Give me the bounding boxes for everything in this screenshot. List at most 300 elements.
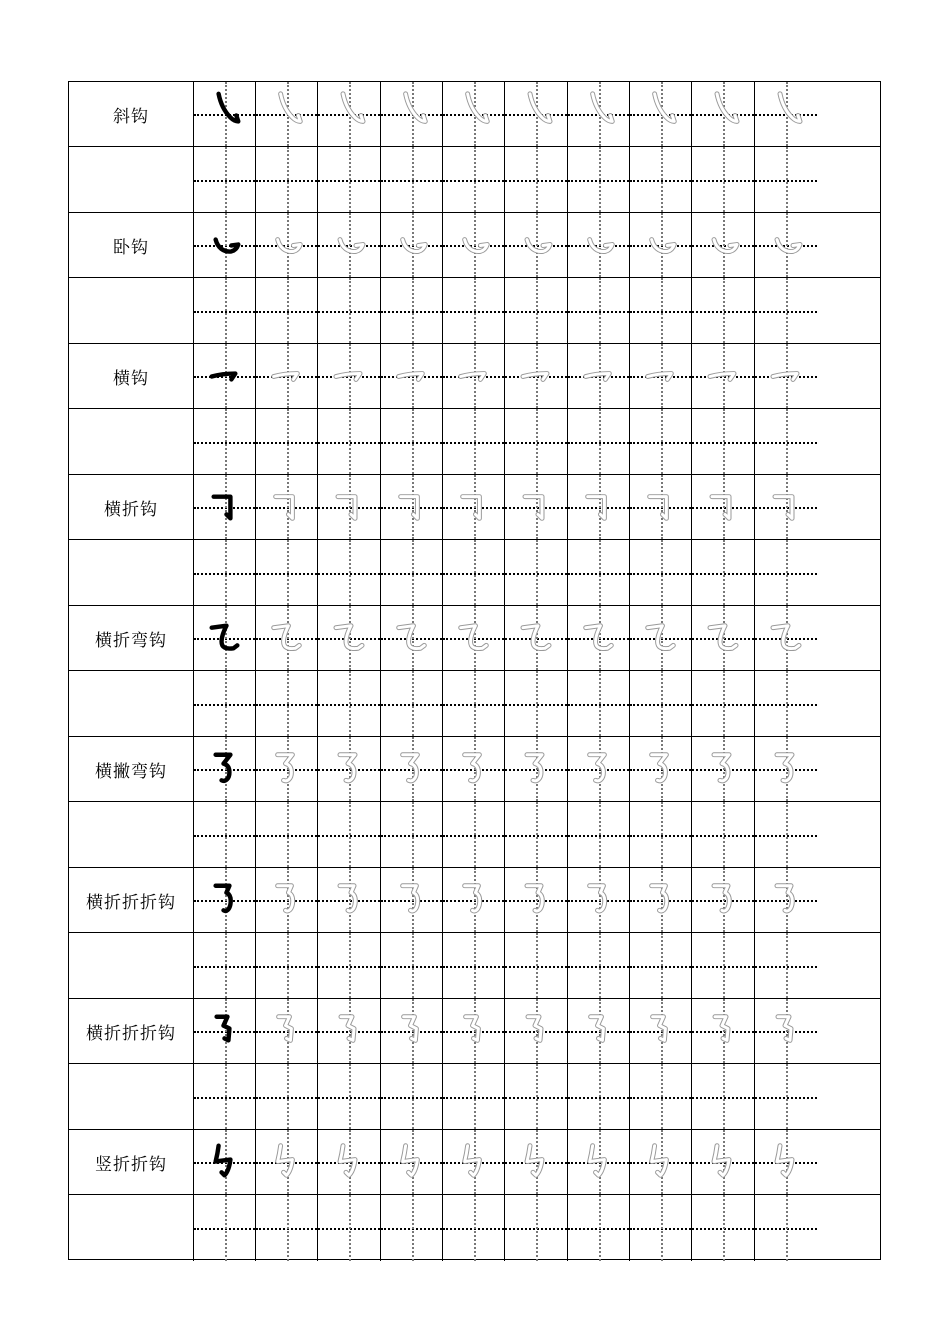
vertical-guide-line [786, 540, 788, 605]
vertical-guide-line [661, 1064, 663, 1129]
vertical-guide-line [349, 1064, 351, 1129]
trace-stroke-glyph [505, 606, 567, 670]
vertical-guide-line [536, 147, 538, 212]
vertical-guide-line [786, 1195, 788, 1261]
trace-stroke-cell [318, 999, 381, 1063]
vertical-guide-line [412, 802, 414, 867]
trace-stroke-cell [256, 606, 318, 670]
vertical-guide-line [287, 278, 289, 343]
trace-stroke-glyph [256, 213, 317, 277]
trace-stroke-cell [318, 737, 381, 801]
blank-practice-cell [505, 278, 568, 343]
vertical-guide-line [412, 671, 414, 736]
vertical-guide-line [723, 540, 725, 605]
vertical-guide-line [287, 933, 289, 998]
vertical-guide-line [536, 671, 538, 736]
trace-stroke-glyph [630, 868, 691, 932]
vertical-guide-line [599, 1064, 601, 1129]
vertical-guide-line [599, 671, 601, 736]
vertical-guide-line [661, 409, 663, 474]
vertical-guide-line [786, 802, 788, 867]
model-stroke-glyph [194, 82, 255, 146]
trace-stroke-glyph [381, 1130, 442, 1194]
trace-stroke-cell [568, 475, 630, 539]
trace-stroke-glyph [443, 737, 504, 801]
blank-practice-cell [256, 540, 318, 605]
vertical-guide-line [349, 802, 351, 867]
vertical-guide-line [723, 409, 725, 474]
trace-stroke-cell [505, 999, 568, 1063]
vertical-guide-line [225, 278, 227, 343]
vertical-guide-line [723, 278, 725, 343]
vertical-guide-line [287, 1064, 289, 1129]
vertical-guide-line [786, 278, 788, 343]
trace-stroke-cell [381, 868, 443, 932]
blank-practice-row [69, 540, 880, 606]
stroke-row [69, 999, 880, 1064]
trace-stroke-cell [755, 475, 817, 539]
blank-practice-cell [318, 147, 381, 212]
blank-practice-row [69, 278, 880, 344]
vertical-guide-line [474, 1195, 476, 1261]
vertical-guide-line [287, 147, 289, 212]
trace-stroke-cell [755, 82, 817, 146]
blank-practice-cell [505, 1195, 568, 1261]
blank-practice-cell [194, 933, 256, 998]
blank-practice-cell [318, 933, 381, 998]
trace-stroke-glyph [692, 999, 754, 1063]
blank-practice-cell [381, 1064, 443, 1129]
trace-stroke-glyph [755, 737, 817, 801]
trace-stroke-cell [505, 1130, 568, 1194]
blank-practice-cell [443, 540, 505, 605]
trace-stroke-glyph [630, 1130, 691, 1194]
model-stroke-cell [194, 213, 256, 277]
trace-stroke-glyph [318, 606, 380, 670]
blank-practice-cell [256, 671, 318, 736]
vertical-guide-line [536, 802, 538, 867]
trace-stroke-glyph [630, 475, 691, 539]
vertical-guide-line [349, 671, 351, 736]
vertical-guide-line [723, 802, 725, 867]
vertical-guide-line [599, 409, 601, 474]
vertical-guide-line [412, 1064, 414, 1129]
blank-practice-cell [318, 540, 381, 605]
trace-stroke-glyph [381, 475, 442, 539]
blank-practice-cell [692, 802, 755, 867]
trace-stroke-cell [692, 999, 755, 1063]
blank-practice-cell [630, 278, 692, 343]
blank-practice-cell [318, 671, 381, 736]
trace-stroke-glyph [256, 344, 317, 408]
trace-stroke-cell [256, 1130, 318, 1194]
stroke-name-label: 卧钩 [69, 213, 194, 277]
trace-stroke-cell [318, 868, 381, 932]
practice-worksheet [68, 81, 881, 1260]
trace-stroke-glyph [755, 344, 817, 408]
trace-stroke-cell [256, 737, 318, 801]
blank-practice-cell [194, 147, 256, 212]
vertical-guide-line [661, 147, 663, 212]
vertical-guide-line [287, 802, 289, 867]
stroke-row [69, 82, 880, 147]
blank-practice-cell [568, 671, 630, 736]
blank-practice-cell [630, 802, 692, 867]
blank-practice-cell [630, 147, 692, 212]
trace-stroke-cell [505, 868, 568, 932]
blank-practice-cell [755, 933, 817, 998]
stroke-name-label: 斜钩 [69, 82, 194, 146]
vertical-guide-line [786, 671, 788, 736]
blank-practice-cell [630, 409, 692, 474]
vertical-guide-line [287, 671, 289, 736]
blank-practice-cell [505, 409, 568, 474]
blank-practice-cell [630, 540, 692, 605]
trace-stroke-glyph [568, 737, 629, 801]
vertical-guide-line [287, 1195, 289, 1261]
model-stroke-cell [194, 868, 256, 932]
blank-practice-cell [630, 1064, 692, 1129]
trace-stroke-cell [568, 606, 630, 670]
trace-stroke-cell [318, 344, 381, 408]
vertical-guide-line [349, 278, 351, 343]
vertical-guide-line [474, 147, 476, 212]
blank-practice-cell [755, 802, 817, 867]
empty-label-cell [69, 540, 194, 605]
vertical-guide-line [349, 1195, 351, 1261]
blank-practice-cell [630, 933, 692, 998]
trace-stroke-glyph [755, 868, 817, 932]
vertical-guide-line [786, 1064, 788, 1129]
blank-practice-cell [568, 1064, 630, 1129]
trace-stroke-glyph [505, 213, 567, 277]
blank-practice-cell [194, 671, 256, 736]
trace-stroke-glyph [318, 213, 380, 277]
trace-stroke-cell [755, 606, 817, 670]
trace-stroke-cell [443, 475, 505, 539]
trace-stroke-glyph [256, 868, 317, 932]
trace-stroke-glyph [443, 82, 504, 146]
trace-stroke-glyph [381, 737, 442, 801]
blank-practice-cell [443, 1195, 505, 1261]
vertical-guide-line [786, 933, 788, 998]
trace-stroke-cell [755, 1130, 817, 1194]
vertical-guide-line [474, 802, 476, 867]
vertical-guide-line [349, 409, 351, 474]
blank-practice-cell [568, 540, 630, 605]
stroke-row [69, 868, 880, 933]
vertical-guide-line [287, 409, 289, 474]
blank-practice-cell [505, 540, 568, 605]
vertical-guide-line [225, 147, 227, 212]
trace-stroke-cell [568, 213, 630, 277]
model-stroke-cell [194, 737, 256, 801]
stroke-row [69, 737, 880, 802]
trace-stroke-glyph [505, 737, 567, 801]
blank-practice-cell [194, 1064, 256, 1129]
stroke-name-label: 横折钩 [69, 475, 194, 539]
trace-stroke-cell [381, 1130, 443, 1194]
vertical-guide-line [723, 1195, 725, 1261]
vertical-guide-line [536, 1195, 538, 1261]
trace-stroke-glyph [692, 868, 754, 932]
trace-stroke-glyph [630, 213, 691, 277]
blank-practice-cell [318, 278, 381, 343]
vertical-guide-line [225, 802, 227, 867]
blank-practice-cell [256, 409, 318, 474]
blank-practice-cell [381, 147, 443, 212]
trace-stroke-cell [630, 606, 692, 670]
blank-practice-row [69, 1195, 880, 1261]
vertical-guide-line [661, 802, 663, 867]
model-stroke-glyph [194, 213, 255, 277]
vertical-guide-line [661, 671, 663, 736]
blank-practice-cell [256, 933, 318, 998]
blank-practice-row [69, 933, 880, 999]
trace-stroke-cell [443, 82, 505, 146]
trace-stroke-glyph [505, 82, 567, 146]
trace-stroke-cell [692, 1130, 755, 1194]
blank-practice-cell [755, 1064, 817, 1129]
trace-stroke-glyph [630, 344, 691, 408]
trace-stroke-cell [692, 82, 755, 146]
model-stroke-cell [194, 82, 256, 146]
blank-practice-cell [692, 278, 755, 343]
trace-stroke-glyph [381, 606, 442, 670]
trace-stroke-cell [443, 213, 505, 277]
stroke-row [69, 606, 880, 671]
trace-stroke-cell [443, 868, 505, 932]
model-stroke-glyph [194, 475, 255, 539]
blank-practice-cell [381, 409, 443, 474]
vertical-guide-line [661, 1195, 663, 1261]
model-stroke-cell [194, 1130, 256, 1194]
trace-stroke-cell [755, 868, 817, 932]
blank-practice-cell [256, 1195, 318, 1261]
trace-stroke-glyph [381, 868, 442, 932]
trace-stroke-cell [568, 737, 630, 801]
stroke-row [69, 475, 880, 540]
trace-stroke-glyph [755, 213, 817, 277]
trace-stroke-glyph [256, 82, 317, 146]
trace-stroke-glyph [318, 999, 380, 1063]
trace-stroke-cell [381, 213, 443, 277]
blank-practice-cell [318, 409, 381, 474]
vertical-guide-line [474, 1064, 476, 1129]
trace-stroke-glyph [256, 737, 317, 801]
trace-stroke-glyph [568, 606, 629, 670]
blank-practice-cell [194, 802, 256, 867]
model-stroke-cell [194, 475, 256, 539]
trace-stroke-cell [256, 868, 318, 932]
trace-stroke-cell [630, 999, 692, 1063]
trace-stroke-glyph [692, 606, 754, 670]
trace-stroke-cell [381, 737, 443, 801]
trace-stroke-glyph [443, 344, 504, 408]
blank-practice-cell [318, 1064, 381, 1129]
vertical-guide-line [599, 278, 601, 343]
blank-practice-cell [318, 1195, 381, 1261]
trace-stroke-cell [443, 344, 505, 408]
vertical-guide-line [661, 278, 663, 343]
model-stroke-cell [194, 999, 256, 1063]
trace-stroke-cell [256, 999, 318, 1063]
empty-label-cell [69, 147, 194, 212]
trace-stroke-glyph [318, 344, 380, 408]
stroke-name-label: 横折折折钩 [69, 999, 194, 1063]
vertical-guide-line [225, 933, 227, 998]
trace-stroke-cell [505, 344, 568, 408]
vertical-guide-line [536, 409, 538, 474]
trace-stroke-glyph [505, 344, 567, 408]
blank-practice-cell [692, 540, 755, 605]
blank-practice-cell [505, 802, 568, 867]
trace-stroke-cell [256, 344, 318, 408]
blank-practice-cell [443, 147, 505, 212]
trace-stroke-glyph [568, 1130, 629, 1194]
trace-stroke-glyph [568, 82, 629, 146]
trace-stroke-glyph [630, 606, 691, 670]
trace-stroke-glyph [755, 606, 817, 670]
blank-practice-cell [568, 1195, 630, 1261]
blank-practice-cell [443, 409, 505, 474]
blank-practice-cell [692, 1064, 755, 1129]
blank-practice-cell [381, 802, 443, 867]
blank-practice-cell [443, 671, 505, 736]
trace-stroke-glyph [318, 868, 380, 932]
trace-stroke-cell [505, 475, 568, 539]
vertical-guide-line [349, 933, 351, 998]
vertical-guide-line [412, 540, 414, 605]
vertical-guide-line [412, 147, 414, 212]
trace-stroke-cell [318, 213, 381, 277]
trace-stroke-glyph [256, 1130, 317, 1194]
blank-practice-cell [256, 1064, 318, 1129]
blank-practice-cell [630, 1195, 692, 1261]
trace-stroke-cell [505, 606, 568, 670]
vertical-guide-line [474, 540, 476, 605]
trace-stroke-glyph [630, 82, 691, 146]
blank-practice-cell [755, 1195, 817, 1261]
empty-label-cell [69, 802, 194, 867]
vertical-guide-line [723, 147, 725, 212]
blank-practice-cell [194, 1195, 256, 1261]
vertical-guide-line [723, 1064, 725, 1129]
trace-stroke-glyph [318, 1130, 380, 1194]
vertical-guide-line [474, 671, 476, 736]
blank-practice-cell [256, 802, 318, 867]
vertical-guide-line [225, 1195, 227, 1261]
trace-stroke-cell [256, 82, 318, 146]
empty-label-cell [69, 1195, 194, 1261]
trace-stroke-cell [381, 606, 443, 670]
trace-stroke-glyph [381, 82, 442, 146]
trace-stroke-cell [630, 82, 692, 146]
trace-stroke-glyph [568, 475, 629, 539]
blank-practice-cell [692, 1195, 755, 1261]
blank-practice-cell [505, 933, 568, 998]
trace-stroke-glyph [256, 606, 317, 670]
vertical-guide-line [474, 409, 476, 474]
trace-stroke-glyph [443, 868, 504, 932]
trace-stroke-cell [692, 475, 755, 539]
trace-stroke-glyph [443, 999, 504, 1063]
blank-practice-cell [381, 671, 443, 736]
model-stroke-glyph [194, 737, 255, 801]
vertical-guide-line [225, 540, 227, 605]
vertical-guide-line [225, 409, 227, 474]
trace-stroke-glyph [318, 475, 380, 539]
model-stroke-cell [194, 344, 256, 408]
empty-label-cell [69, 278, 194, 343]
trace-stroke-cell [443, 1130, 505, 1194]
trace-stroke-cell [755, 213, 817, 277]
blank-practice-cell [692, 409, 755, 474]
trace-stroke-cell [568, 868, 630, 932]
trace-stroke-cell [568, 1130, 630, 1194]
vertical-guide-line [225, 671, 227, 736]
empty-label-cell [69, 1064, 194, 1129]
trace-stroke-cell [381, 344, 443, 408]
trace-stroke-cell [692, 606, 755, 670]
blank-practice-row [69, 671, 880, 737]
trace-stroke-glyph [568, 868, 629, 932]
trace-stroke-cell [318, 475, 381, 539]
trace-stroke-glyph [630, 999, 691, 1063]
vertical-guide-line [786, 409, 788, 474]
empty-label-cell [69, 671, 194, 736]
blank-practice-cell [568, 933, 630, 998]
trace-stroke-glyph [755, 82, 817, 146]
model-stroke-glyph [194, 1130, 255, 1194]
trace-stroke-cell [443, 606, 505, 670]
blank-practice-cell [568, 278, 630, 343]
trace-stroke-cell [505, 82, 568, 146]
trace-stroke-cell [630, 344, 692, 408]
trace-stroke-cell [318, 1130, 381, 1194]
trace-stroke-glyph [692, 737, 754, 801]
blank-practice-cell [692, 933, 755, 998]
trace-stroke-glyph [692, 344, 754, 408]
blank-practice-cell [443, 278, 505, 343]
stroke-name-label: 横折折折钩 [69, 868, 194, 932]
blank-practice-cell [381, 540, 443, 605]
trace-stroke-cell [630, 475, 692, 539]
vertical-guide-line [474, 933, 476, 998]
trace-stroke-glyph [318, 82, 380, 146]
trace-stroke-glyph [755, 1130, 817, 1194]
vertical-guide-line [599, 933, 601, 998]
trace-stroke-glyph [381, 999, 442, 1063]
trace-stroke-glyph [443, 1130, 504, 1194]
trace-stroke-cell [630, 868, 692, 932]
trace-stroke-cell [443, 999, 505, 1063]
blank-practice-cell [568, 409, 630, 474]
trace-stroke-glyph [381, 344, 442, 408]
vertical-guide-line [349, 540, 351, 605]
blank-practice-cell [194, 540, 256, 605]
stroke-row [69, 213, 880, 278]
blank-practice-row [69, 1064, 880, 1130]
blank-practice-cell [256, 147, 318, 212]
blank-practice-cell [568, 147, 630, 212]
trace-stroke-glyph [692, 475, 754, 539]
blank-practice-cell [381, 1195, 443, 1261]
vertical-guide-line [723, 671, 725, 736]
trace-stroke-glyph [692, 1130, 754, 1194]
vertical-guide-line [599, 540, 601, 605]
blank-practice-cell [755, 671, 817, 736]
